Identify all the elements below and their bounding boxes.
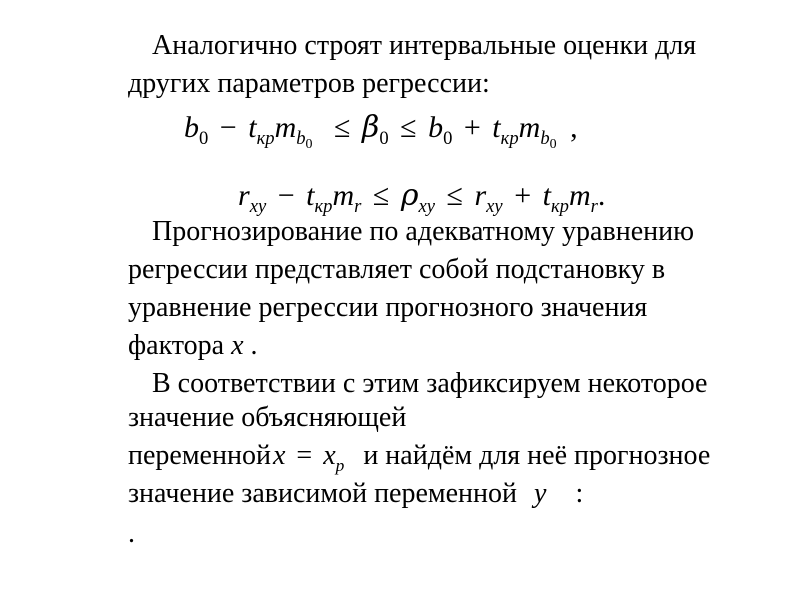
f1-le1: ≤ [334,111,351,144]
f1-m-sub [296,128,313,152]
f1-b2: b [428,111,444,144]
f2-m2-sub: r [590,196,598,218]
f2-t2: t [542,179,551,212]
f2-r: r [238,179,250,212]
f1-m2-subsub: 0 [549,136,557,152]
f2-t2-sub: кр [550,196,569,218]
f2-rho-sub: xy [418,196,436,218]
f1-m-sub-b: b [296,128,306,150]
f1-m2-sub-b: b [540,128,550,150]
paragraph2-line4-tail: . [250,330,258,361]
f2-m: m [332,179,355,212]
f2-le1: ≤ [372,179,390,212]
paragraph2-line3: уравнение регрессии прогнозного значения [128,292,648,323]
f1-m-subsub: 0 [305,136,313,152]
f1-plus: + [463,111,481,144]
paragraph2-line2: регрессии представляет собой подстановку в [128,254,666,285]
var-x: x [231,330,244,361]
f1-t2: t [492,111,501,144]
paragraph1-line1: Аналогично строят интервальные оценки для [152,30,697,61]
f1-b: b [184,111,199,144]
f1-comma: , [570,111,578,144]
f2-r2: r [474,179,487,212]
f2-r-sub: xy [249,196,267,218]
f1-m2-sub [540,128,557,152]
f1-beta: β [361,110,380,145]
f2-plus: + [514,179,532,212]
formula-b0-interval [184,110,578,152]
f2-rho: ρ [400,178,419,213]
f2-minus: − [277,179,295,212]
f1-le2: ≤ [400,111,417,144]
f1-beta-sub: 0 [379,128,389,150]
paragraph3-line1: В соответствии с этим зафиксируем некоторое [152,368,708,399]
f1-b-sub: 0 [199,128,209,150]
f1-m2: m [518,111,541,144]
var-y: y [534,478,547,509]
paragraph3-line4-start: значение зависимой переменной [128,478,518,509]
paragraph1-line2: других параметров регрессии: [128,68,490,99]
f1-b2-sub: 0 [443,128,453,150]
f1-minus: − [219,111,237,144]
f1-t-sub: кр [256,128,275,150]
eq-p-sub: p [335,455,345,475]
f1-t: t [248,111,257,144]
f2-t-sub: кр [314,196,333,218]
paragraph3-line3-end: и найдём для неё прогнозное [363,440,711,471]
paragraph3-line5: . [128,518,135,549]
eq-x: x [272,440,286,471]
formula-rxy-interval [238,178,606,218]
eq-sign: = [296,440,313,471]
eq-xp: x [323,440,336,471]
paragraph2-line1: Прогнозирование по адекватному уравнению [152,216,695,247]
paragraph3-line4-colon: : [575,478,584,509]
f2-t: t [306,179,315,212]
paragraph3-line2: значение объясняющей [128,402,407,433]
f1-t2-sub: кр [500,128,519,150]
f2-period: . [597,179,606,212]
f2-m2: m [568,179,591,212]
paragraph2-line4 [128,328,258,364]
paragraph3-line3-start: переменной [128,440,271,471]
paragraph3-line3 [128,438,710,474]
f1-m: m [274,111,297,144]
f2-r2-sub: xy [486,196,503,218]
f2-m-sub: r [354,196,362,218]
paragraph3-line4 [128,476,583,512]
f2-le2: ≤ [446,179,463,212]
paragraph2-line4-text: фактора [128,330,225,361]
